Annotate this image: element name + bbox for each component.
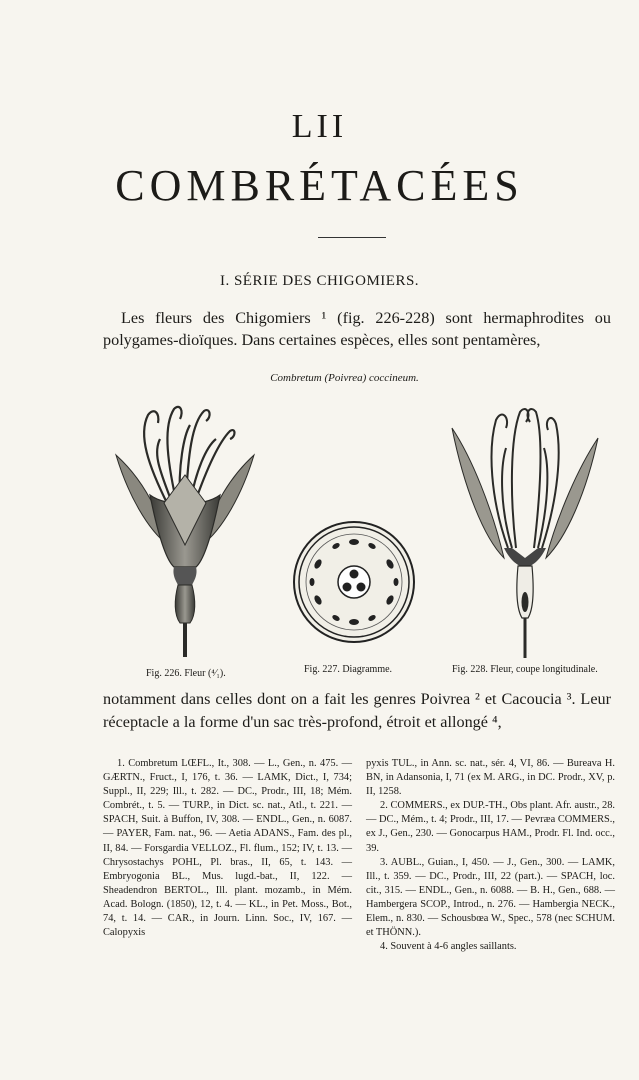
chapter-title: COMBRÉTACÉES [115, 161, 524, 210]
footnote-1-continued: pyxis TUL., in Ann. sc. nat., sér. 4, VI, 86. — Bureava H. BN, in Adansonia, I, 71 (ex M. ARG., in DC. Prodr., XV, p. II, 1258. [366, 758, 615, 798]
figure-228-label: Fig. 228. Fleur, coupe longitudinale. [452, 664, 598, 675]
footnote-4: 4. Souvent à 4-6 angles saillants. [380, 941, 517, 953]
figure-group-caption: Combretum (Poivrea) coccineum. [270, 372, 419, 384]
floral-diagram-icon [292, 520, 416, 644]
series-heading: I. SÉRIE DES CHIGOMIERS. [219, 273, 420, 289]
flower-icon [108, 395, 260, 660]
figure-227 [292, 520, 416, 675]
footnotes-left-column [103, 757, 352, 954]
footnote-1: 1. Combretum LŒFL., It., 308. — L., Gen., n. 475. — GÆRTN., Fruct., I, 176, t. 36. — LAMK, Dict., I, 734; Suppl., II, 229; Ill., t. 282. — DC., Prodr., III, 18; Mém. Combrét., t. 5. — TURP., in Dict. sc. nat., Atl., t. 221. — SPACH, Suit. à Buffon, IV, 308. — ENDL., Gen., n. 6087. — PAYER, Fam. nat., 96. — Aetia ADANS., Fam. des pl., II, 84. — Forsgardia VELLOZ., Fl. flum., 152; IV, t. 13. — Chrysostachys POHL, Pl. bras., II, 65, t. 143. — Embryogonia BL., Mus. lugd.-bat., II, 122. — Sheadendron BERTOL., Ill. plant. mozamb., in Mém. Acad. Bologn. (1850), 12, t. 4. — KL., in Pet. Moss., Bot., 74, t. 14. — CAR., in Journ. Linn. Soc., IV, 167. — Calopyxis [103, 758, 352, 939]
intro-text: Les fleurs des Chigomiers ¹ (fig. 226-228) sont hermaphrodites ou polygames-dioïques. Dans certaines espèces, elles sont pentamères, [103, 309, 611, 349]
continuation-paragraph [103, 688, 611, 734]
figure-226 [108, 395, 260, 679]
intro-paragraph [103, 307, 611, 351]
chapter-number: LII [291, 108, 348, 145]
continuation-text: notamment dans celles dont on a fait les genres Poivrea ² et Cacoucia ³. Leur réceptacle a la forme d'un sac très-profond, étroit et allongé ⁴, [103, 690, 611, 731]
figure-228 [450, 398, 600, 675]
title-rule [318, 237, 386, 238]
figure-226-label: Fig. 226. Fleur (⁴⁄₁). [146, 668, 226, 679]
footnote-2: 2. COMMERS., ex DUP.-TH., Obs plant. Afr. austr., 28. — DC., Mém., t. 4; Prodr., III, 17. — Pevræa COMMERS., ex J., Gen., 230. — Gonocarpus HAM., Prodr. Fl. Ind. occ., 39. [366, 800, 615, 854]
footnotes [103, 757, 615, 954]
flower-section-icon [450, 398, 600, 660]
figure-227-label: Fig. 227. Diagramme. [304, 664, 393, 675]
footnote-3: 3. AUBL., Guian., I, 450. — J., Gen., 300. — LAMK, Ill., t. 359. — DC., Prodr., III, 22 (part.). — SPACH, loc. cit., 315. — ENDL., Gen., n. 6088. — B. H., Gen., 688. — Hambergera SCOP., Introd., n. 276. — Hambergia NECK., Elem., n. 830. — Schousbœa W., Spec., 578 (nec SCHUM. et THÖNN.). [366, 856, 615, 939]
footnotes-right-column [366, 757, 615, 954]
